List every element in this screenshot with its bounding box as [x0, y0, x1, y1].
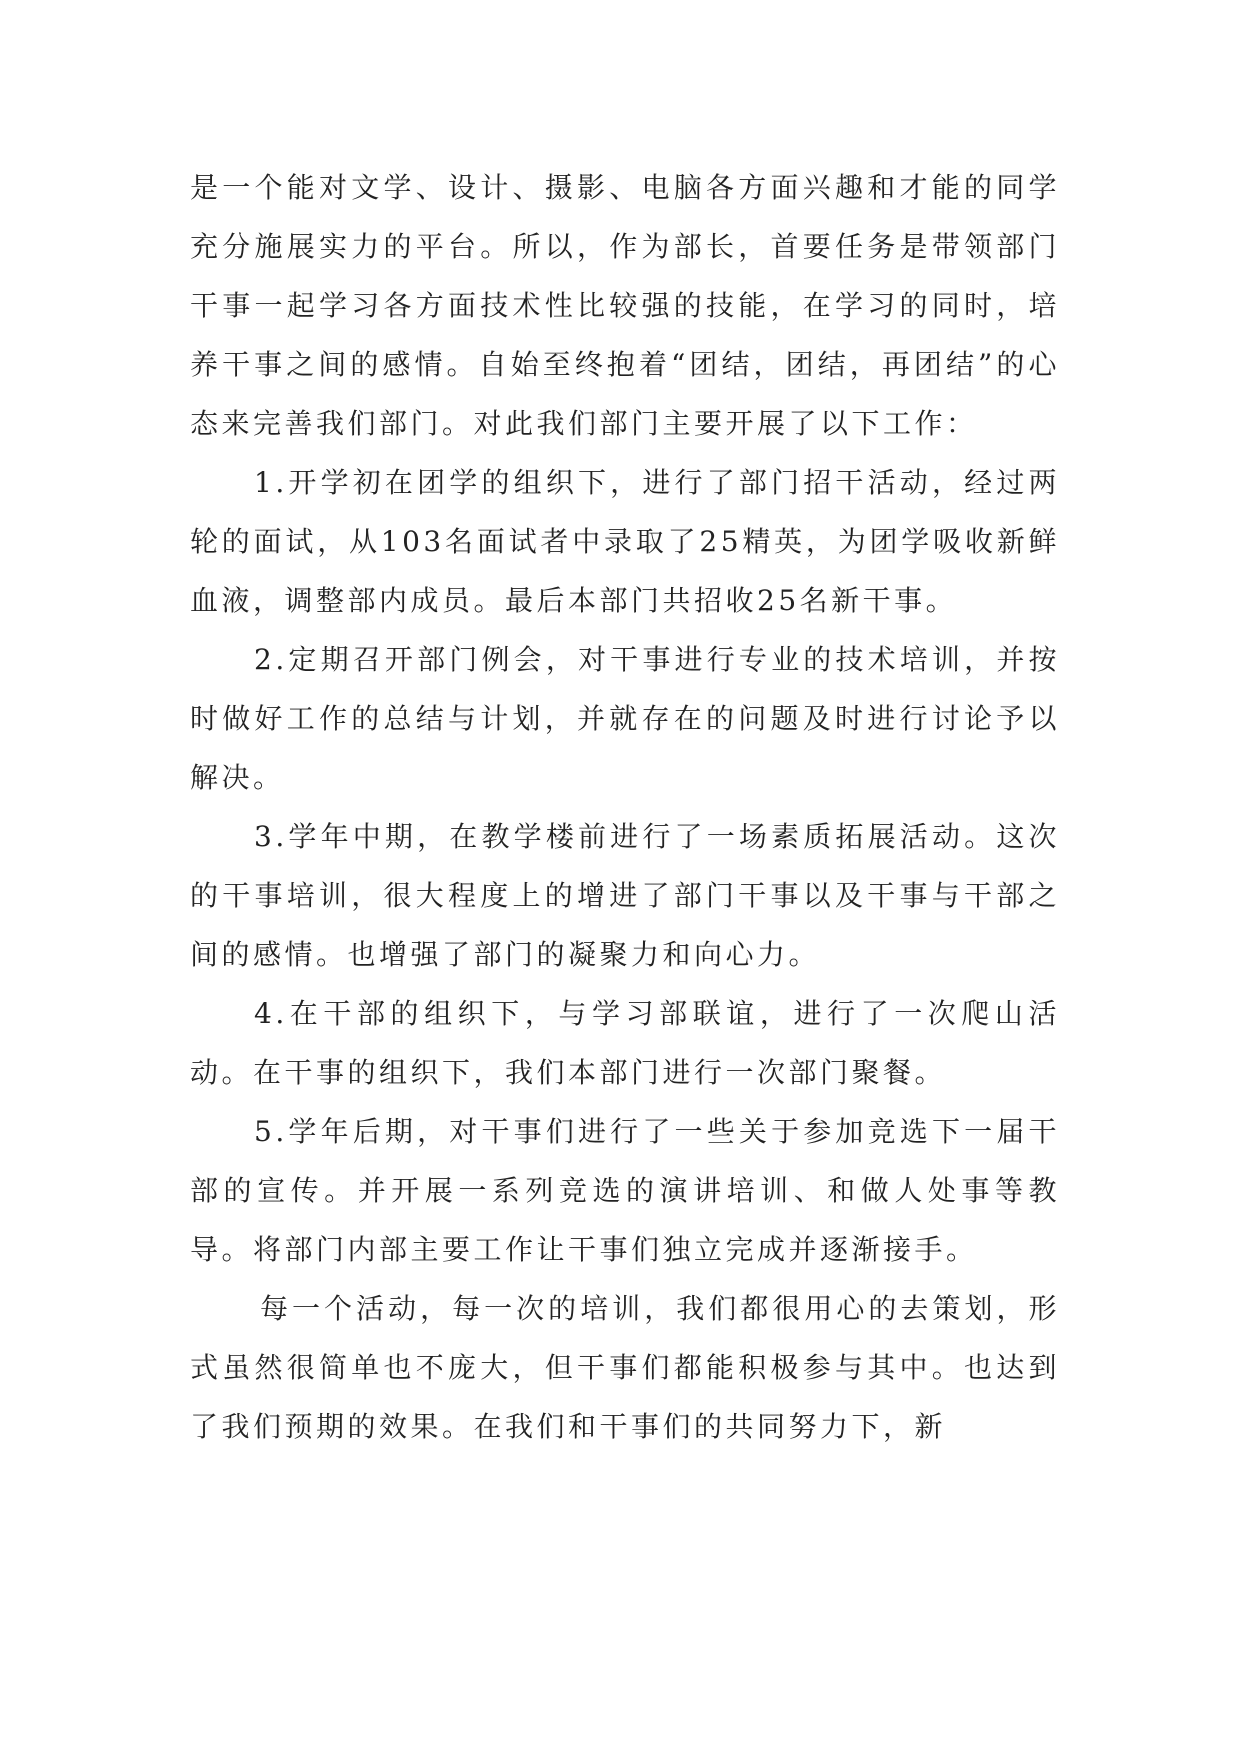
paragraph-summary: 每一个活动，每一次的培训，我们都很用心的去策划，形式虽然很简单也不庞大，但干事们都能积极参与其中。也达到了我们预期的效果。在我们和干事们的共同努力下，新 — [190, 1292, 1060, 1443]
paragraph-intro: 是一个能对文学、设计、摄影、电脑各方面兴趣和才能的同学充分施展实力的平台。所以，作为部长，首要任务是带领部门干事一起学习各方面技术性比较强的技能，在学习的同时，培养干事之间的感情。自始至终抱着“团结，团结，再团结”的心态来完善我们部门。对此我们部门主要开展了以下工作： — [190, 171, 1060, 440]
paragraph-item-4: 4.在干部的组织下，与学习部联谊，进行了一次爬山活动。在干事的组织下，我们本部门进行一次部门聚餐。 — [190, 997, 1060, 1089]
paragraph-item-2: 2.定期召开部门例会，对干事进行专业的技术培训，并按时做好工作的总结与计划，并就存在的问题及时进行讨论予以解决。 — [190, 643, 1060, 794]
paragraph-item-5: 5.学年后期，对干事们进行了一些关于参加竞选下一届干部的宣传。并开展一系列竞选的演讲培训、和做人处事等教导。将部门内部主要工作让干事们独立完成并逐渐接手。 — [190, 1115, 1060, 1266]
paragraph-item-1: 1.开学初在团学的组织下，进行了部门招干活动，经过两轮的面试，从103名面试者中录取了25精英，为团学吸收新鲜血液，调整部内成员。最后本部门共招收25名新干事。 — [190, 466, 1060, 617]
paragraph-item-3: 3.学年中期，在教学楼前进行了一场素质拓展活动。这次的干事培训，很大程度上的增进了部门干事以及干事与干部之间的感情。也增强了部门的凝聚力和向心力。 — [190, 820, 1060, 971]
document-body — [190, 158, 1060, 1456]
